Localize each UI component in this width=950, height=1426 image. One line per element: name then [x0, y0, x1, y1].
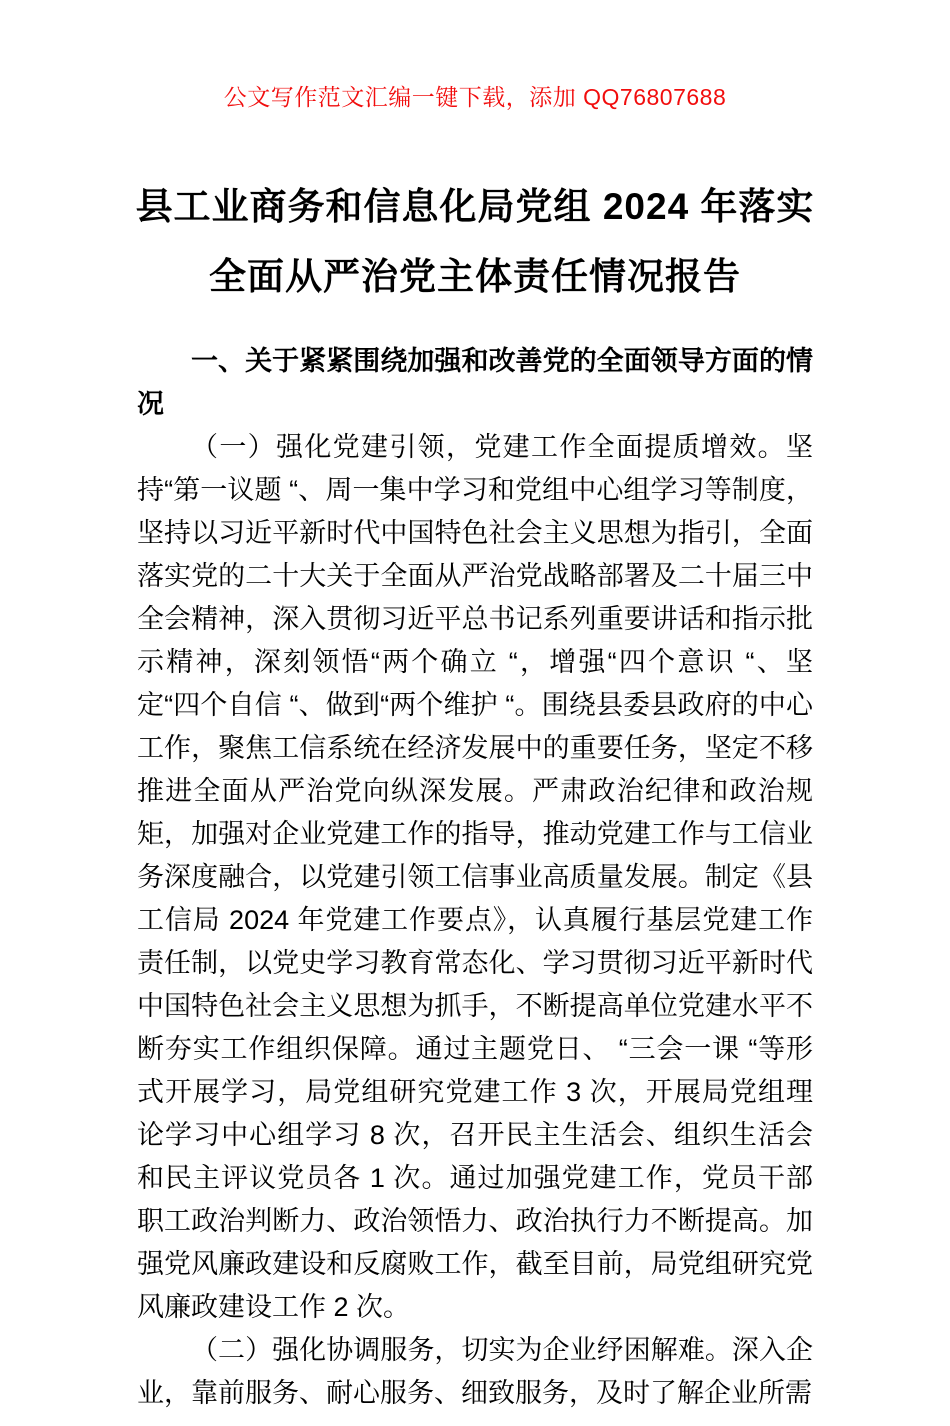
paragraph-1: （一）强化党建引领，党建工作全面提质增效。坚持“第一议题 “、周一集中学习和党组中心组学习等制度，坚持以习近平新时代中国特色社会主义思想为指引，全面落实党的二十大关于全面从严治党战略部署及二十届三中全会精神，深入贯彻习近平总书记系列重要讲话和指示批示精神，深刻领悟“两个确立 “，增强“四个意识 “、坚定“四个自信 “、做到“两个维护 “。围绕县委县政府的中心工作，聚焦工信系统在经济发展中的重要任务，坚定不移推进全面从严治党向纵深发展。严肃政治纪律和政治规矩，加强对企业党建工作的指导，推动党建工作与工信业务深度融合，以党建引领工信事业高质量发展。制定《县工信局 2024 年党建工作要点》，认真履行基层党建工作责任制，以党史学习教育常态化、学习贯彻习近平新时代中国特色社会主义思想为抓手，不断提高单位党建水平不断夯实工作组织保障。通过主题党日、 “三会一课 “等形式开展学习，局党组研究党建工作 3 次，开展局党组理论学习中心组学习 8 次，召开民主生活会、组织生活会和民主评议党员各 1 次。通过加强党建工作，党员干部职工政治判断力、政治领悟力、政治执行力不断提高。加强党风廉政建设和反腐败工作，截至目前，局党组研究党风廉政建设工作 2 次。 [137, 432, 813, 1322]
promo-banner-text: 公文写作范文汇编一键下载，添加 QQ76807688 [223, 84, 727, 110]
paragraph-2: （二）强化协调服务，切实为企业纾困解难。深入企业，靠前服务、耐心服务、细致服务，及时了解企业所需 [137, 1335, 813, 1408]
document-body [137, 340, 813, 1415]
document-title: 县工业商务和信息化局党组 2024 年落实全面从严治党主体责任情况报告 [135, 186, 815, 297]
section-heading: 一、关于紧紧围绕加强和改善党的全面领导方面的情况 [137, 346, 813, 419]
document-page [0, 82, 950, 1426]
